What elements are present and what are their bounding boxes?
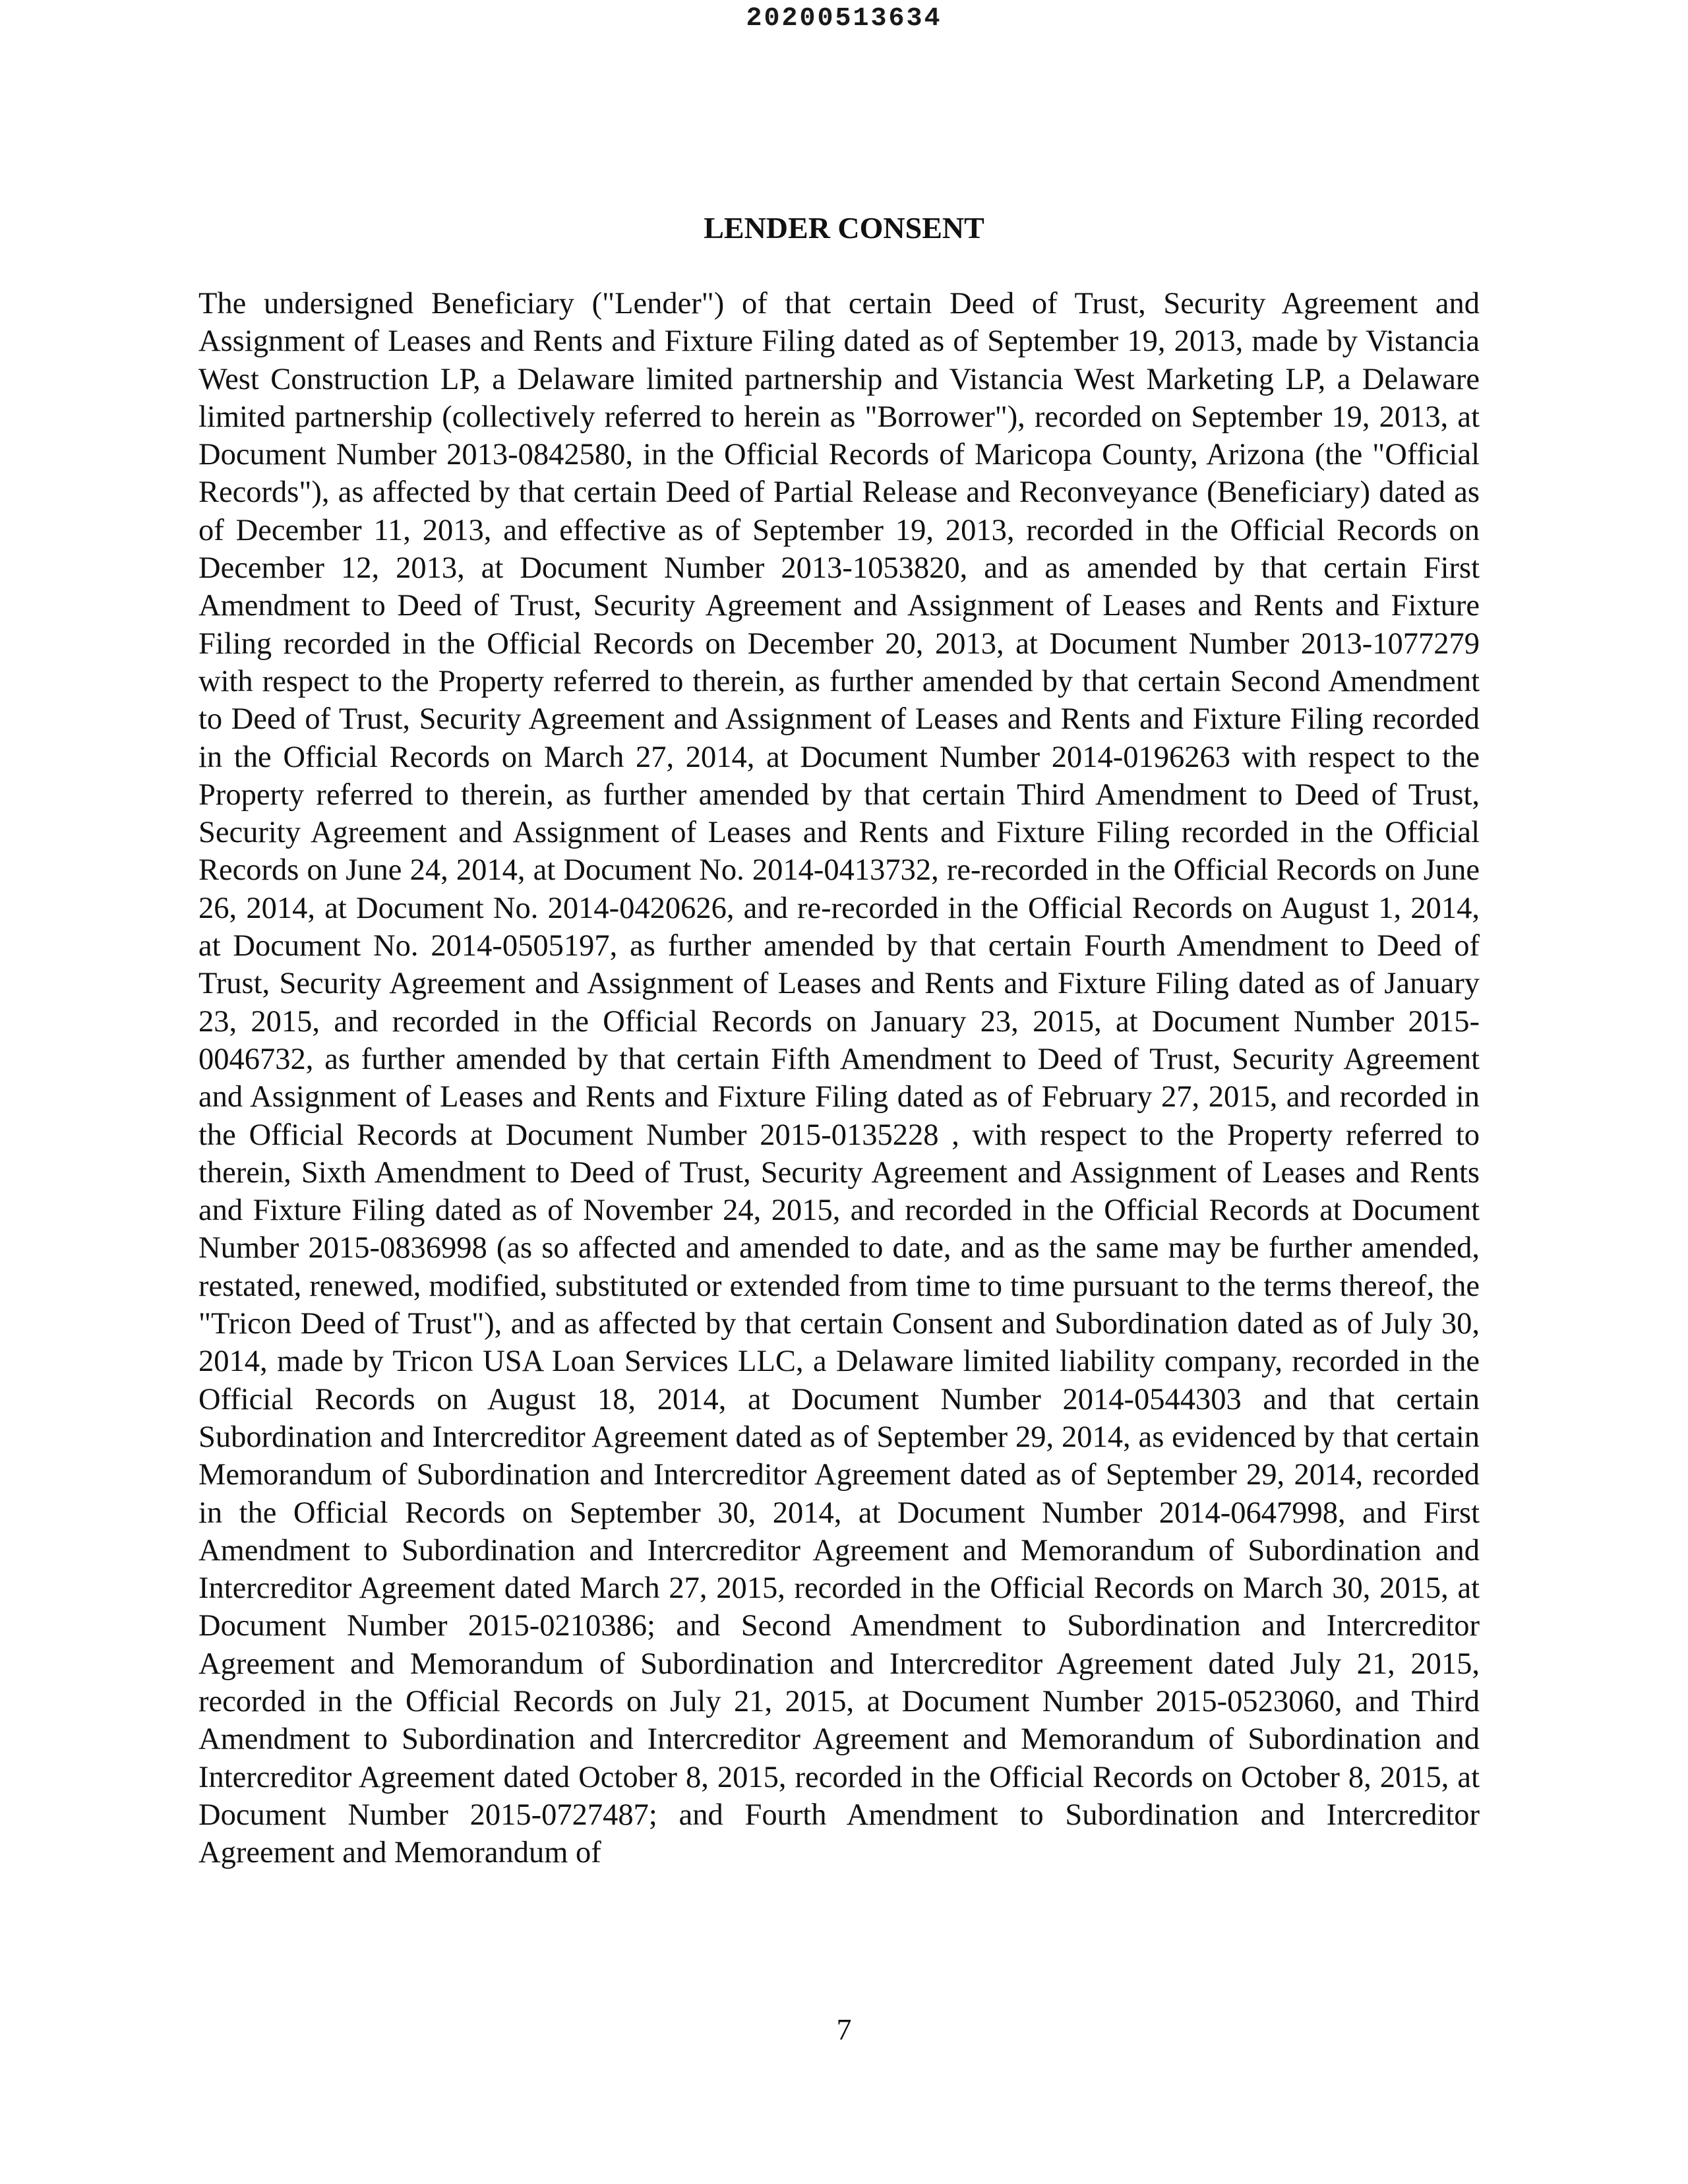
body-paragraph: The undersigned Beneficiary ("Lender") of that certain Deed of Trust, Security Agreement and Assignment of Leases and Rents and Fixture Filing dated as of September 19, 2013, made by Vistancia West Construction LP, a Delaware limited partnership and Vistancia West Marketing LP, a Delaware limited partnership (collectively referred to herein as "Borrower"), recorded on September 19, 2013, at Document Number 2013-0842580, in the Official Records of Maricopa County, Arizona (the "Official Records"), as affected by that certain Deed of Partial Release and Reconveyance (Beneficiary) dated as of December 11, 2013, and effective as of September 19, 2013, recorded in the Official Records on December 12, 2013, at Document Number 2013-1053820, and as amended by that certain First Amendment to Deed of Trust, Security Agreement and Assignment of Leases and Rents and Fixture Filing recorded in the Official Records on December 20, 2013, at Document Number 2013-1077279 with respect to the Property referred to therein, as further amended by that certain Second Amendment to Deed of Trust, Security Agreement and Assignment of Leases and Rents and Fixture Filing recorded in the Official Records on March 27, 2014, at Document Number 2014-0196263 with respect to the Property referred to therein, as further amended by that certain Third Amendment to Deed of Trust, Security Agreement and Assignment of Leases and Rents and Fixture Filing recorded in the Official Records on June 24, 2014, at Document No. 2014-0413732, re-recorded in the Official Records on June 26, 2014, at Document No. 2014-0420626, and re-recorded in the Official Records on August 1, 2014, at Document No. 2014-0505197, as further amended by that certain Fourth Amendment to Deed of Trust, Security Agreement and Assignment of Leases and Rents and Fixture Filing dated as of January 23, 2015, and recorded in the Official Records on January 23, 2015, at Document Number 2015-0046732, as further amended by that certain Fifth Amendment to Deed of Trust, Security Agreement and Assignment of Leases and Rents and Fixture Filing dated as of February 27, 2015, and recorded in the Official Records at Document Number 2015-0135228 , with respect to the Property referred to therein, Sixth Amendment to Deed of Trust, Security Agreement and Assignment of Leases and Rents and Fixture Filing dated as of November 24, 2015, and recorded in the Official Records at Document Number 2015-0836998 (as so affected and amended to date, and as the same may be further amended, restated, renewed, modified, substituted or extended from time to time pursuant to the terms thereof, the "Tricon Deed of Trust"), and as affected by that certain Consent and Subordination dated as of July 30, 2014, made by Tricon USA Loan Services LLC, a Delaware limited liability company, recorded in the Official Records on August 18, 2014, at Document Number 2014-0544303 and that certain Subordination and Intercreditor Agreement dated as of September 29, 2014, as evidenced by that certain Memorandum of Subordination and Intercreditor Agreement dated as of September 29, 2014, recorded in the Official Records on September 30, 2014, at Document Number 2014-0647998, and First Amendment to Subordination and Intercreditor Agreement and Memorandum of Subordination and Intercreditor Agreement dated March 27, 2015, recorded in the Official Records on March 30, 2015, at Document Number 2015-0210386; and Second Amendment to Subordination and Intercreditor Agreement and Memorandum of Subordination and Intercreditor Agreement dated July 21, 2015, recorded in the Official Records on July 21, 2015, at Document Number 2015-0523060, and Third Amendment to Subordination and Intercreditor Agreement and Memorandum of Subordination and Intercreditor Agreement dated October 8, 2015, recorded in the Official Records on October 8, 2015, at Document Number 2015-0727487; and Fourth Amendment to Subordination and Intercreditor Agreement and Memorandum of bbox=[198, 287, 1480, 1870]
recording-document-number: 20200513634 bbox=[746, 4, 942, 34]
page-title: LENDER CONSENT bbox=[704, 211, 984, 245]
page-number: 7 bbox=[836, 2013, 852, 2046]
